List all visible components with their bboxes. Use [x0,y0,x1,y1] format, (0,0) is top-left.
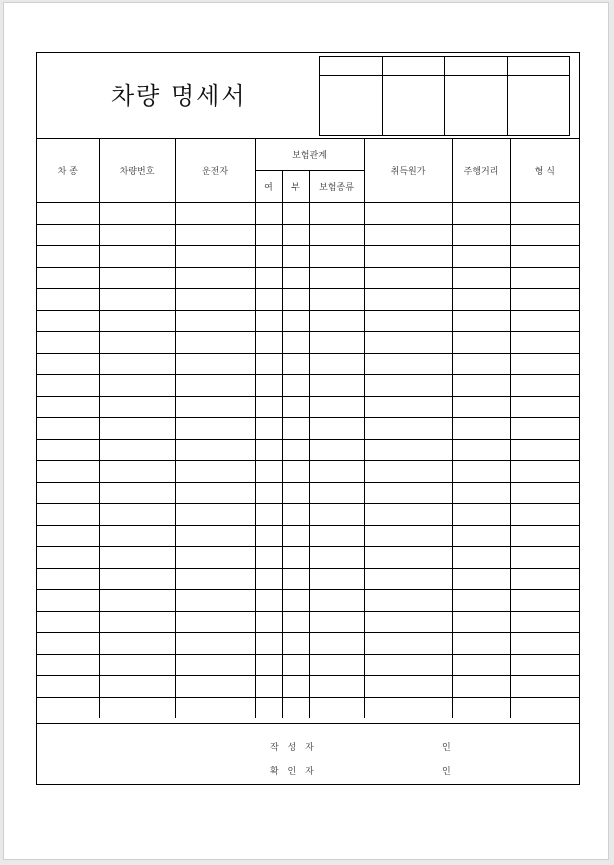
table-cell[interactable] [175,396,255,418]
table-cell[interactable] [309,396,364,418]
table-cell[interactable] [452,697,510,718]
table-cell[interactable] [364,654,452,676]
approval-header-cell[interactable] [320,57,383,76]
table-cell[interactable] [37,224,99,246]
table-cell[interactable] [255,525,282,547]
table-cell[interactable] [37,418,99,440]
table-cell[interactable] [37,525,99,547]
table-cell[interactable] [452,568,510,590]
table-row [37,697,579,718]
table-cell[interactable] [364,310,452,332]
table-cell[interactable] [37,611,99,633]
table-cell[interactable] [282,439,309,461]
table-cell[interactable] [175,676,255,698]
table-cell[interactable] [37,547,99,569]
table-cell[interactable] [309,310,364,332]
table-row [37,482,579,504]
table-cell[interactable] [255,676,282,698]
table-cell[interactable] [99,633,175,655]
vehicle-specification-form [36,52,580,785]
table-cell[interactable] [255,611,282,633]
table-cell[interactable] [175,525,255,547]
table-cell[interactable] [99,482,175,504]
table-body [37,203,579,719]
table-cell[interactable] [99,525,175,547]
table-cell[interactable] [452,525,510,547]
table-cell[interactable] [282,418,309,440]
table-cell[interactable] [37,310,99,332]
table-cell[interactable] [282,525,309,547]
table-cell[interactable] [37,633,99,655]
table-row [37,568,579,590]
table-cell[interactable] [255,654,282,676]
header-insurance: 보험관계 [255,139,364,171]
checker-label: 확 인 자 [270,767,317,777]
header-driver: 운전자 [175,139,255,203]
table-cell[interactable] [282,396,309,418]
table-cell[interactable] [309,375,364,397]
table-cell[interactable] [309,568,364,590]
table-cell[interactable] [510,568,579,590]
table-row [37,611,579,633]
table-cell[interactable] [510,246,579,268]
table-cell[interactable] [282,203,309,225]
table-cell[interactable] [510,203,579,225]
table-cell[interactable] [282,224,309,246]
table-cell[interactable] [309,482,364,504]
approval-sign-cell[interactable] [320,76,383,136]
table-cell[interactable] [510,396,579,418]
table-cell[interactable] [175,375,255,397]
table-row [37,396,579,418]
approval-header-cell[interactable] [507,57,570,76]
table-cell[interactable] [309,697,364,718]
table-cell[interactable] [452,203,510,225]
table-row [37,633,579,655]
table-cell[interactable] [37,439,99,461]
table-cell[interactable] [452,461,510,483]
table-cell[interactable] [175,224,255,246]
table-cell[interactable] [510,590,579,612]
table-cell[interactable] [452,224,510,246]
table-cell[interactable] [452,289,510,311]
table-cell[interactable] [37,590,99,612]
table-cell[interactable] [255,396,282,418]
table-cell[interactable] [309,504,364,526]
table-cell[interactable] [37,289,99,311]
table-cell[interactable] [309,590,364,612]
table-cell[interactable] [282,332,309,354]
header-plate-number: 차량번호 [99,139,175,203]
table-cell[interactable] [255,461,282,483]
table-cell[interactable] [255,547,282,569]
table-cell[interactable] [99,590,175,612]
table-cell[interactable] [175,461,255,483]
table-cell[interactable] [175,289,255,311]
table-cell[interactable] [452,267,510,289]
table-cell[interactable] [364,224,452,246]
header-insurance-type: 보험종류 [309,171,364,203]
table-row [37,676,579,698]
table-row [37,654,579,676]
table-cell[interactable] [255,439,282,461]
table-cell[interactable] [510,482,579,504]
table-cell[interactable] [255,633,282,655]
table-cell[interactable] [510,654,579,676]
table-cell[interactable] [282,654,309,676]
table-cell[interactable] [37,353,99,375]
table-cell[interactable] [452,676,510,698]
table-cell[interactable] [37,267,99,289]
table-cell[interactable] [37,654,99,676]
approval-box [319,56,570,136]
table-cell[interactable] [364,568,452,590]
table-cell[interactable] [255,353,282,375]
table-cell[interactable] [309,439,364,461]
table-cell[interactable] [309,203,364,225]
table-cell[interactable] [452,547,510,569]
table-cell[interactable] [510,525,579,547]
signature-area [37,723,579,784]
table-cell[interactable] [255,568,282,590]
table-cell[interactable] [99,310,175,332]
table-cell[interactable] [99,353,175,375]
table-cell[interactable] [37,676,99,698]
table-cell[interactable] [510,633,579,655]
table-cell[interactable] [175,203,255,225]
table-cell[interactable] [99,461,175,483]
table-cell[interactable] [452,246,510,268]
table-cell[interactable] [452,310,510,332]
table-cell[interactable] [452,418,510,440]
table-cell[interactable] [255,332,282,354]
table-cell[interactable] [99,547,175,569]
table-cell[interactable] [175,611,255,633]
table-cell[interactable] [364,289,452,311]
checker-seal[interactable]: 인 [442,767,454,777]
table-cell[interactable] [255,203,282,225]
table-cell[interactable] [99,418,175,440]
table-cell[interactable] [282,482,309,504]
table-cell[interactable] [175,267,255,289]
table-cell[interactable] [364,547,452,569]
table-cell[interactable] [510,461,579,483]
table-cell[interactable] [255,224,282,246]
author-label: 작 성 자 [270,743,317,753]
table-cell[interactable] [175,590,255,612]
table-cell[interactable] [282,375,309,397]
table-cell[interactable] [175,654,255,676]
table-row [37,439,579,461]
table-cell[interactable] [37,461,99,483]
table-cell[interactable] [309,418,364,440]
table-cell[interactable] [99,654,175,676]
table-cell[interactable] [175,418,255,440]
header-type-format: 형 식 [510,139,579,203]
table-row [37,590,579,612]
table-cell[interactable] [364,633,452,655]
table-cell[interactable] [364,353,452,375]
table-cell[interactable] [309,611,364,633]
table-cell[interactable] [255,504,282,526]
table-row [37,246,579,268]
table-cell[interactable] [99,504,175,526]
table-cell[interactable] [37,396,99,418]
table-cell[interactable] [510,504,579,526]
table-cell[interactable] [510,418,579,440]
table-cell[interactable] [175,246,255,268]
table-row [37,289,579,311]
table-cell[interactable] [255,697,282,718]
table-cell[interactable] [282,461,309,483]
table-cell[interactable] [99,375,175,397]
table-cell[interactable] [510,547,579,569]
table-cell[interactable] [364,267,452,289]
table-cell[interactable] [99,267,175,289]
table-cell[interactable] [175,353,255,375]
table-row [37,332,579,354]
table-cell[interactable] [364,396,452,418]
table-cell[interactable] [175,633,255,655]
table-row [37,310,579,332]
table-cell[interactable] [510,676,579,698]
document-page [3,2,609,860]
table-cell[interactable] [452,633,510,655]
table-cell[interactable] [282,353,309,375]
title-area [37,53,579,139]
table-cell[interactable] [37,332,99,354]
table-cell[interactable] [364,461,452,483]
table-cell[interactable] [452,611,510,633]
author-seal[interactable]: 인 [442,743,454,753]
table-cell[interactable] [282,310,309,332]
table-cell[interactable] [510,375,579,397]
table-cell[interactable] [364,697,452,718]
table-row [37,504,579,526]
table-cell[interactable] [452,396,510,418]
table-cell[interactable] [282,568,309,590]
table-cell[interactable] [364,246,452,268]
table-cell[interactable] [175,697,255,718]
table-cell[interactable] [452,353,510,375]
table-cell[interactable] [175,310,255,332]
table-cell[interactable] [309,633,364,655]
table-row [37,203,579,225]
approval-header-cell[interactable] [382,57,445,76]
table-cell[interactable] [175,332,255,354]
table-cell[interactable] [99,439,175,461]
table-cell[interactable] [255,375,282,397]
table-cell[interactable] [282,676,309,698]
table-cell[interactable] [99,332,175,354]
table-cell[interactable] [255,482,282,504]
table-cell[interactable] [364,482,452,504]
table-cell[interactable] [282,633,309,655]
header-car-type: 차 종 [37,139,99,203]
approval-header-cell[interactable] [445,57,508,76]
table-cell[interactable] [282,547,309,569]
header-mileage: 주행거리 [452,139,510,203]
table-cell[interactable] [510,267,579,289]
table-cell[interactable] [309,332,364,354]
table-cell[interactable] [510,289,579,311]
table-cell[interactable] [309,461,364,483]
header-insurance-no: 부 [282,171,309,203]
table-cell[interactable] [99,289,175,311]
table-cell[interactable] [282,611,309,633]
table-cell[interactable] [37,482,99,504]
table-row [37,547,579,569]
table-row [37,267,579,289]
table-cell[interactable] [282,590,309,612]
table-cell[interactable] [37,203,99,225]
table-cell[interactable] [37,504,99,526]
table-cell[interactable] [175,547,255,569]
table-row [37,375,579,397]
table-cell[interactable] [99,568,175,590]
table-cell[interactable] [510,353,579,375]
table-cell[interactable] [364,418,452,440]
table-cell[interactable] [175,482,255,504]
vehicle-table [37,139,579,718]
table-cell[interactable] [282,289,309,311]
table-cell[interactable] [309,547,364,569]
table-row [37,224,579,246]
table-cell[interactable] [99,246,175,268]
table-cell[interactable] [510,439,579,461]
table-cell[interactable] [282,697,309,718]
table-cell[interactable] [175,504,255,526]
table-cell[interactable] [364,439,452,461]
table-cell[interactable] [255,267,282,289]
table-cell[interactable] [99,611,175,633]
table-cell[interactable] [37,246,99,268]
table-cell[interactable] [309,525,364,547]
table-cell[interactable] [452,590,510,612]
table-cell[interactable] [99,396,175,418]
table-cell[interactable] [309,654,364,676]
table-cell[interactable] [309,289,364,311]
table-cell[interactable] [37,697,99,718]
table-cell[interactable] [309,267,364,289]
table-cell[interactable] [364,332,452,354]
table-cell[interactable] [510,224,579,246]
table-cell[interactable] [255,590,282,612]
table-cell[interactable] [282,504,309,526]
table-cell[interactable] [510,310,579,332]
table-cell[interactable] [452,482,510,504]
table-cell[interactable] [309,353,364,375]
table-cell[interactable] [99,224,175,246]
table-cell[interactable] [452,654,510,676]
table-cell[interactable] [510,697,579,718]
table-cell[interactable] [452,332,510,354]
table-cell[interactable] [99,676,175,698]
table-cell[interactable] [309,246,364,268]
table-row [37,418,579,440]
approval-sign-cell[interactable] [445,76,508,136]
table-row [37,525,579,547]
table-cell[interactable] [282,246,309,268]
document-title: 차량 명세서 [111,82,247,110]
table-cell[interactable] [37,375,99,397]
table-cell[interactable] [255,310,282,332]
table-cell[interactable] [37,568,99,590]
table-cell[interactable] [510,332,579,354]
header-insurance-yes: 여 [255,171,282,203]
table-cell[interactable] [452,375,510,397]
table-cell[interactable] [99,697,175,718]
approval-sign-cell[interactable] [382,76,445,136]
table-cell[interactable] [309,676,364,698]
table-cell[interactable] [452,504,510,526]
table-cell[interactable] [364,504,452,526]
table-row [37,461,579,483]
table-cell[interactable] [255,246,282,268]
table-cell[interactable] [364,525,452,547]
table-row [37,353,579,375]
table-cell[interactable] [175,439,255,461]
table-cell[interactable] [452,439,510,461]
table-cell[interactable] [364,676,452,698]
table-cell[interactable] [364,611,452,633]
table-cell[interactable] [282,267,309,289]
table-cell[interactable] [255,418,282,440]
table-cell[interactable] [175,568,255,590]
approval-sign-cell[interactable] [507,76,570,136]
header-acquisition-price: 취득원가 [364,139,452,203]
table-cell[interactable] [99,203,175,225]
table-cell[interactable] [364,203,452,225]
table-cell[interactable] [255,289,282,311]
table-cell[interactable] [309,224,364,246]
table-cell[interactable] [364,590,452,612]
table-cell[interactable] [364,375,452,397]
table-cell[interactable] [510,611,579,633]
